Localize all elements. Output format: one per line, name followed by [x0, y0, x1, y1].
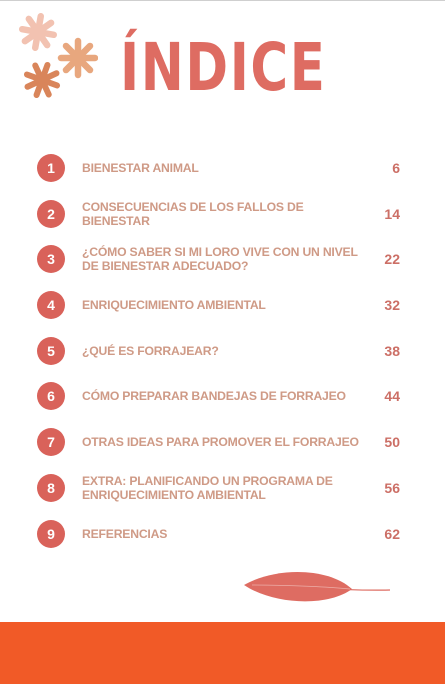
entry-number-badge: 8	[37, 474, 65, 502]
entry-number-badge: 6	[37, 382, 65, 410]
entry-title-line-1: EXTRA: PLANIFICANDO UN PROGRAMA DE	[82, 474, 333, 488]
toc-entry[interactable]	[0, 419, 445, 465]
entry-page-number: 14	[384, 206, 400, 222]
top-border-line	[0, 0, 445, 1]
entry-page-number: 56	[384, 480, 400, 496]
entry-number-badge: 3	[37, 245, 65, 273]
entry-page-number: 38	[384, 343, 400, 359]
entry-title[interactable]	[82, 465, 372, 511]
entry-page-number: 50	[384, 434, 400, 450]
toc-entry[interactable]	[0, 282, 445, 328]
entry-number-badge: 4	[37, 291, 65, 319]
entry-title[interactable]: REFERENCIAS	[82, 527, 168, 541]
entry-title[interactable]: ¿QUÉ ES FORRAJEAR?	[82, 344, 219, 358]
entry-title[interactable]: BIENESTAR ANIMAL	[82, 161, 199, 175]
page-title: ÍNDICE	[120, 29, 327, 106]
entry-page-number: 6	[392, 160, 400, 176]
entry-number-badge: 5	[37, 337, 65, 365]
entry-title[interactable]: CONSECUENCIAS DE LOS FALLOS DE BIENESTAR	[82, 200, 304, 228]
toc-entry[interactable]	[0, 236, 445, 282]
entry-title[interactable]: CÓMO PREPARAR BANDEJAS DE FORRAJEO	[82, 389, 346, 403]
toc-entry[interactable]	[0, 373, 445, 419]
leaf-blade	[244, 572, 352, 601]
toc-entry[interactable]	[0, 328, 445, 374]
entry-title[interactable]: OTRAS IDEAS PARA PROMOVER EL FORRAJEO	[82, 435, 359, 449]
toc-entry[interactable]	[0, 511, 445, 557]
footer-band	[0, 622, 445, 684]
entry-title-line-2: ENRIQUECIMIENTO AMBIENTAL	[82, 488, 266, 502]
entry-title-line-1: ¿CÓMO SABER SI MI LORO VIVE CON UN NIVEL	[82, 245, 358, 259]
entry-page-number: 44	[384, 388, 400, 404]
entry-page-number: 22	[384, 251, 400, 267]
entry-number-badge: 2	[37, 200, 65, 228]
entry-number-badge: 1	[37, 154, 65, 182]
entry-title-line-2: DE BIENESTAR ADECUADO?	[82, 259, 249, 273]
entry-number-badge: 9	[37, 520, 65, 548]
entry-page-number: 32	[384, 297, 400, 313]
entry-number-badge: 7	[37, 428, 65, 456]
toc-entry[interactable]	[0, 191, 445, 237]
leaf-icon	[240, 565, 395, 607]
toc-entry[interactable]	[0, 145, 445, 191]
entry-title[interactable]: ENRIQUECIMIENTO AMBIENTAL	[82, 298, 266, 312]
toc-entry[interactable]	[0, 465, 445, 511]
entry-title[interactable]	[82, 236, 372, 282]
entry-page-number: 62	[384, 526, 400, 542]
